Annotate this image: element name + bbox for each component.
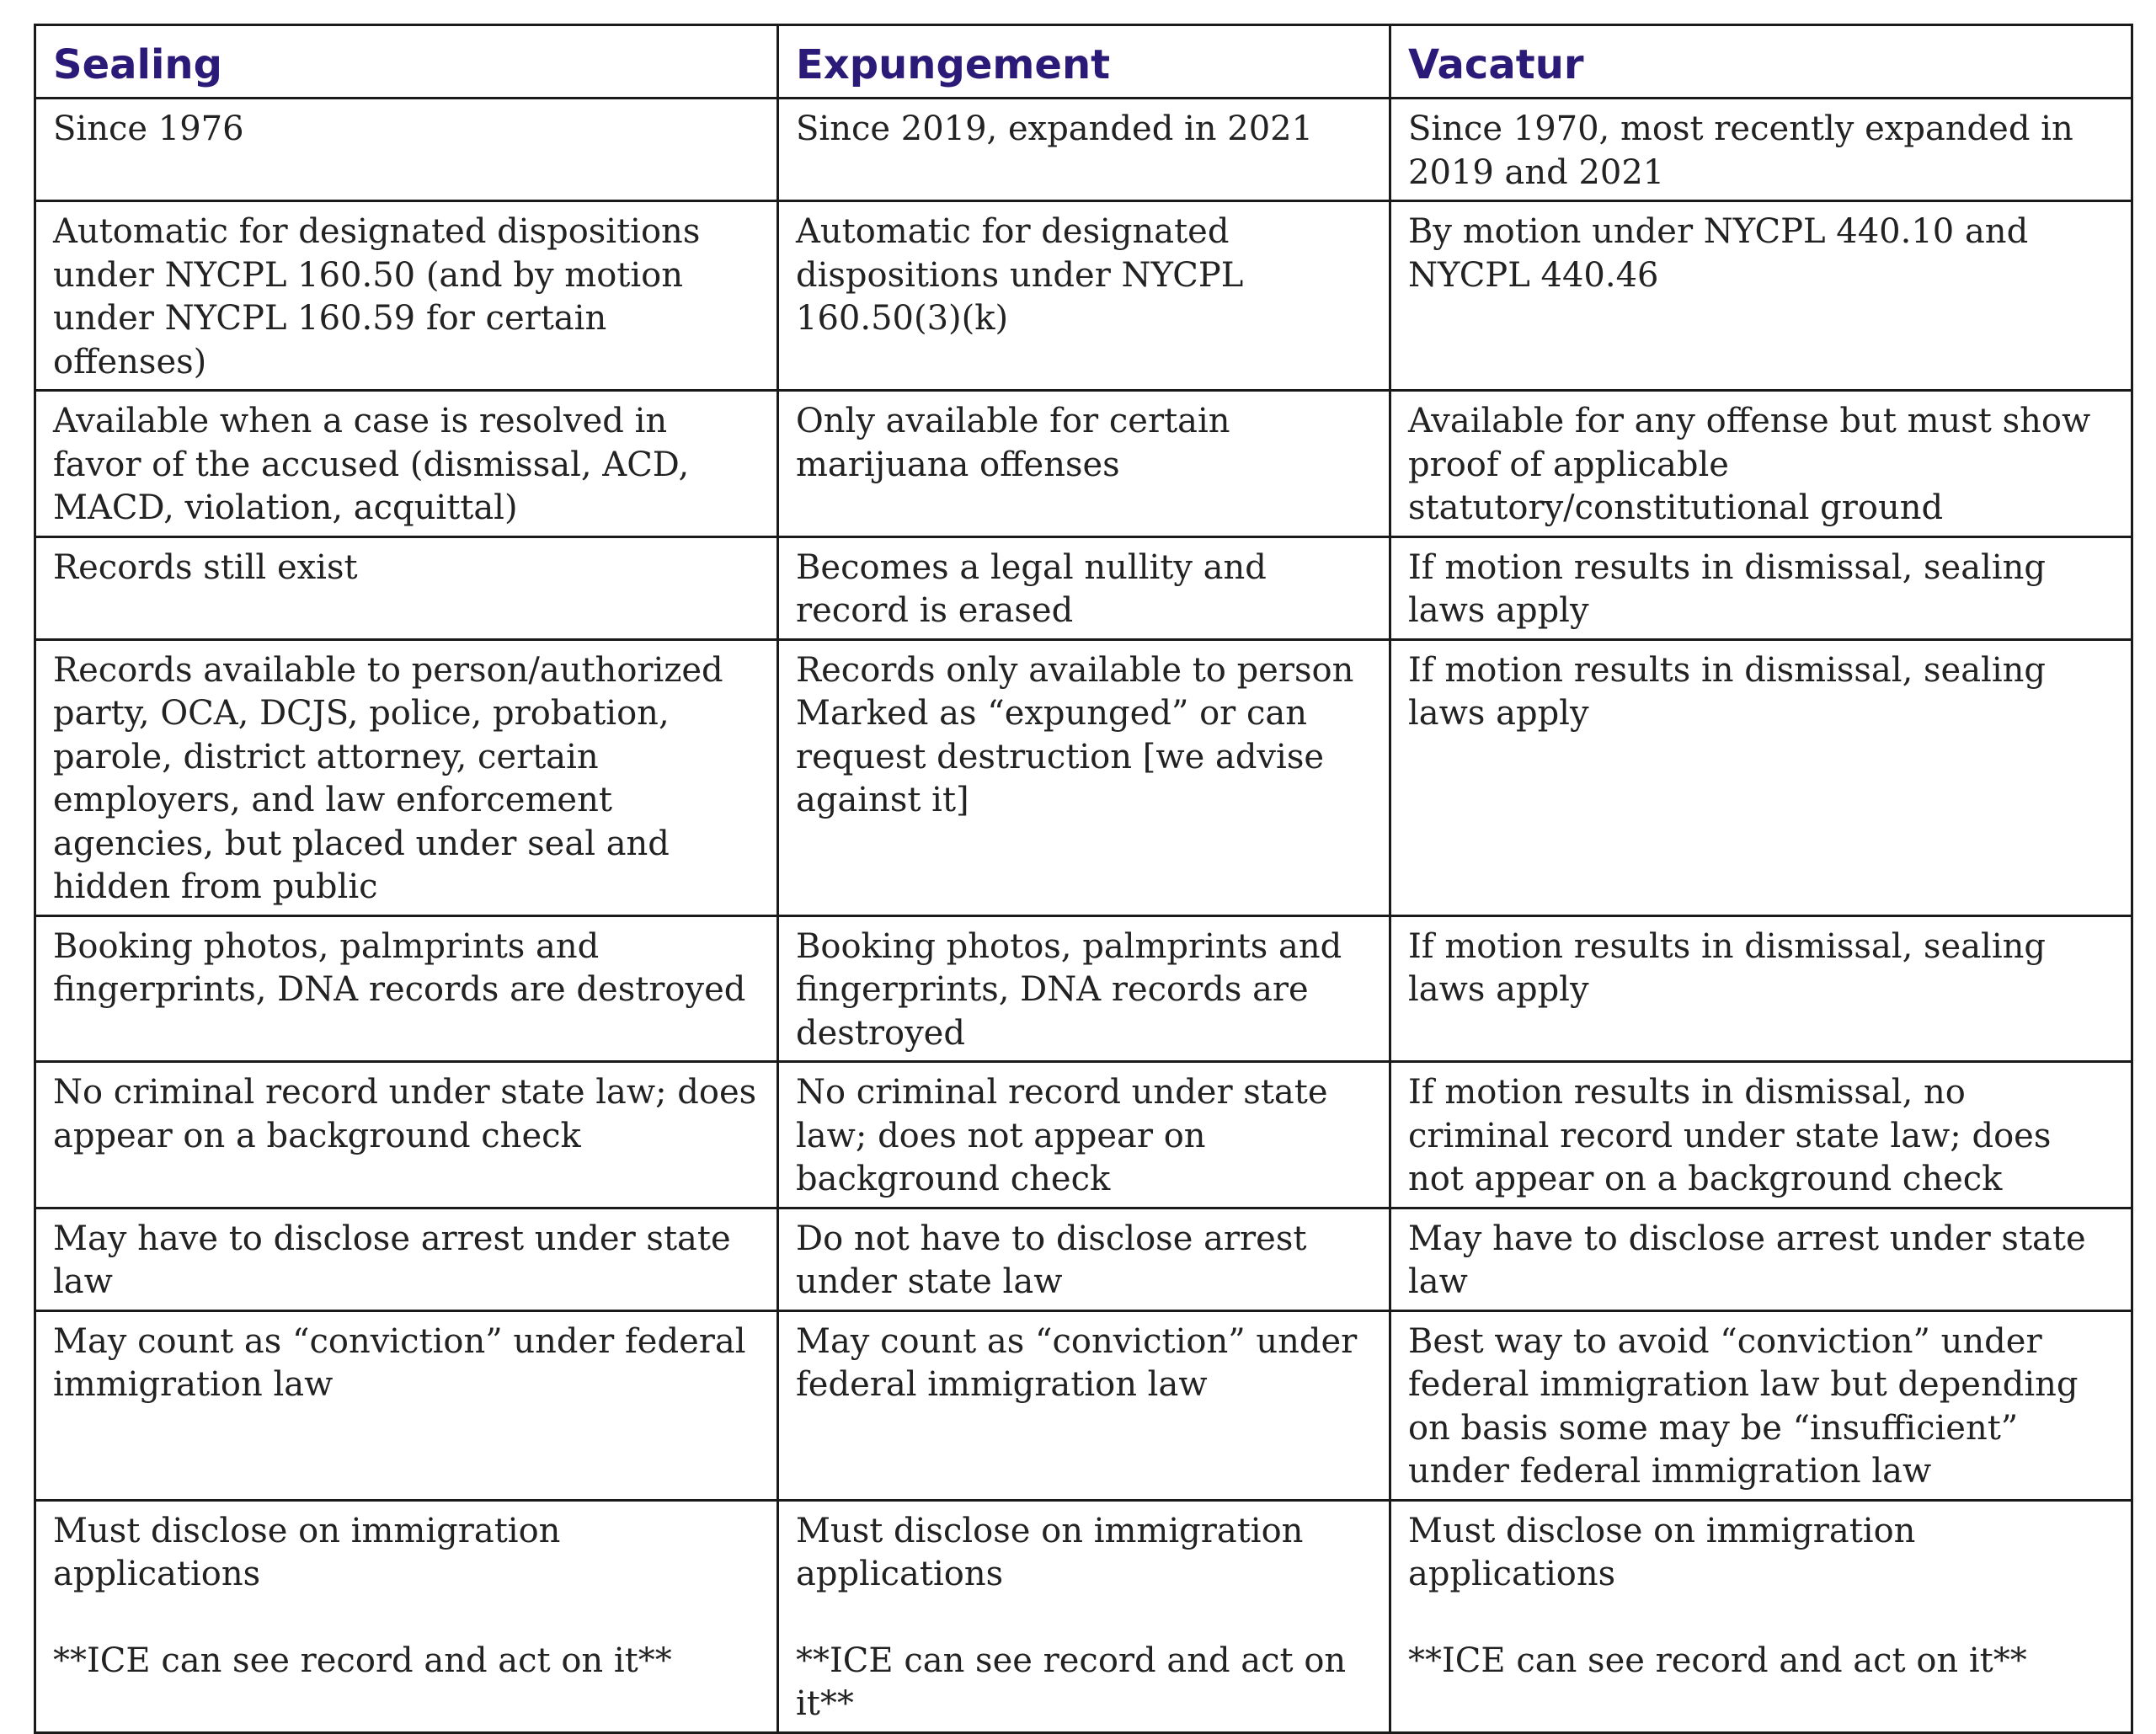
- cell-expungement: [778, 1500, 1390, 1732]
- row-immigration-conviction: [35, 1310, 2132, 1500]
- cell-text: May have to disclose arrest under state law: [1408, 1219, 2086, 1301]
- cell-expungement: [778, 1310, 1390, 1500]
- cell-text: Records available to person/authorized party, OCA, DCJS, police, probation, parole, district attorney, certain employers, and law enforcement agencies, but placed under seal and hidden from public: [53, 650, 723, 906]
- cell-text: May count as “conviction” under federal immigration law: [796, 1321, 1358, 1404]
- cell-text: Records still exist: [53, 547, 358, 587]
- row-procedure: [35, 201, 2132, 391]
- cell-text: May have to disclose arrest under state law: [53, 1219, 731, 1301]
- row-biometrics: [35, 915, 2132, 1062]
- row-background-check: [35, 1062, 2132, 1208]
- cell-sealing: [35, 391, 778, 537]
- cell-expungement: [778, 201, 1390, 391]
- cell-vacatur: [1390, 1500, 2132, 1732]
- cell-text: No criminal record under state law; does appear on a background check: [53, 1073, 757, 1155]
- cell-expungement: [778, 1062, 1390, 1208]
- cell-text: Must disclose on immigration applications: [796, 1511, 1304, 1593]
- cell-text: Automatic for designated dispositions under NYCPL 160.50 (and by motion under NYCPL 160.59 for certain offenses): [53, 212, 701, 381]
- cell-sealing: [35, 1208, 778, 1310]
- row-history: [35, 99, 2132, 201]
- cell-expungement: [778, 536, 1390, 639]
- cell-sealing: [35, 99, 778, 201]
- cell-vacatur: [1390, 915, 2132, 1062]
- cell-text: Must disclose on immigration applications: [53, 1511, 561, 1593]
- cell-sealing: [35, 1500, 778, 1732]
- cell-text: Since 2019, expanded in 2021: [796, 109, 1314, 148]
- header-expungement: Expungement: [778, 25, 1390, 99]
- cell-text: Do not have to disclose arrest under state law: [796, 1219, 1307, 1301]
- row-disclosure: [35, 1208, 2132, 1310]
- cell-text: If motion results in dismissal, sealing laws apply: [1408, 547, 2046, 630]
- cell-sealing: [35, 639, 778, 915]
- cell-expungement: [778, 99, 1390, 201]
- row-immigration-applications: [35, 1500, 2132, 1732]
- cell-vacatur: [1390, 536, 2132, 639]
- cell-sealing: [35, 536, 778, 639]
- cell-vacatur: [1390, 1062, 2132, 1208]
- cell-vacatur: [1390, 1310, 2132, 1500]
- cell-vacatur: [1390, 1208, 2132, 1310]
- cell-text: Booking photos, palmprints and fingerprints, DNA records are destroyed: [796, 926, 1342, 1053]
- row-eligibility: [35, 391, 2132, 537]
- cell-text: Records only available to person Marked as “expunged” or can request destruction [we advise against it]: [796, 650, 1354, 819]
- cell-text: Becomes a legal nullity and record is erased: [796, 547, 1267, 630]
- cell-text: Available for any offense but must show proof of applicable statutory/constitutional ground: [1408, 402, 2091, 527]
- cell-text: Automatic for designated dispositions under NYCPL 160.50(3)(k): [796, 212, 1244, 338]
- cell-text: Available when a case is resolved in favor of the accused (dismissal, ACD, MACD, violation, acquittal): [53, 402, 690, 527]
- cell-text: If motion results in dismissal, sealing laws apply: [1408, 926, 2046, 1009]
- cell-text: If motion results in dismissal, no criminal record under state law; does not appear on a background check: [1408, 1073, 2052, 1198]
- cell-text: By motion under NYCPL 440.10 and NYCPL 440.46: [1408, 212, 2029, 295]
- cell-note: **ICE can see record and act on it**: [796, 1641, 1347, 1723]
- cell-text: Since 1970, most recently expanded in 2019 and 2021: [1408, 109, 2073, 192]
- cell-text: Booking photos, palmprints and fingerprints, DNA records are destroyed: [53, 926, 746, 1009]
- cell-text: No criminal record under state law; does not appear on background check: [796, 1073, 1328, 1198]
- cell-vacatur: [1390, 639, 2132, 915]
- header-sealing: Sealing: [35, 25, 778, 99]
- cell-sealing: [35, 1310, 778, 1500]
- cell-sealing: [35, 915, 778, 1062]
- cell-note: **ICE can see record and act on it**: [1408, 1641, 2027, 1680]
- cell-text: If motion results in dismissal, sealing laws apply: [1408, 650, 2046, 733]
- header-vacatur: Vacatur: [1390, 25, 2132, 99]
- header-row: [35, 25, 2132, 99]
- comparison-page: [34, 24, 2131, 1734]
- cell-expungement: [778, 391, 1390, 537]
- cell-sealing: [35, 1062, 778, 1208]
- cell-text: May count as “conviction” under federal immigration law: [53, 1321, 746, 1404]
- cell-text: Since 1976: [53, 109, 244, 148]
- row-record-status: [35, 536, 2132, 639]
- cell-sealing: [35, 201, 778, 391]
- cell-note: **ICE can see record and act on it**: [53, 1641, 672, 1680]
- cell-text: Best way to avoid “conviction” under federal immigration law but depending on basis some may be “insufficient” under federal immigration law: [1408, 1321, 2079, 1491]
- cell-vacatur: [1390, 391, 2132, 537]
- cell-text: Must disclose on immigration applications: [1408, 1511, 1916, 1593]
- comparison-table: [34, 24, 2133, 1734]
- cell-expungement: [778, 915, 1390, 1062]
- cell-vacatur: [1390, 201, 2132, 391]
- cell-expungement: [778, 1208, 1390, 1310]
- cell-text: Only available for certain marijuana offenses: [796, 402, 1230, 484]
- cell-expungement: [778, 639, 1390, 915]
- cell-vacatur: [1390, 99, 2132, 201]
- row-record-access: [35, 639, 2132, 915]
